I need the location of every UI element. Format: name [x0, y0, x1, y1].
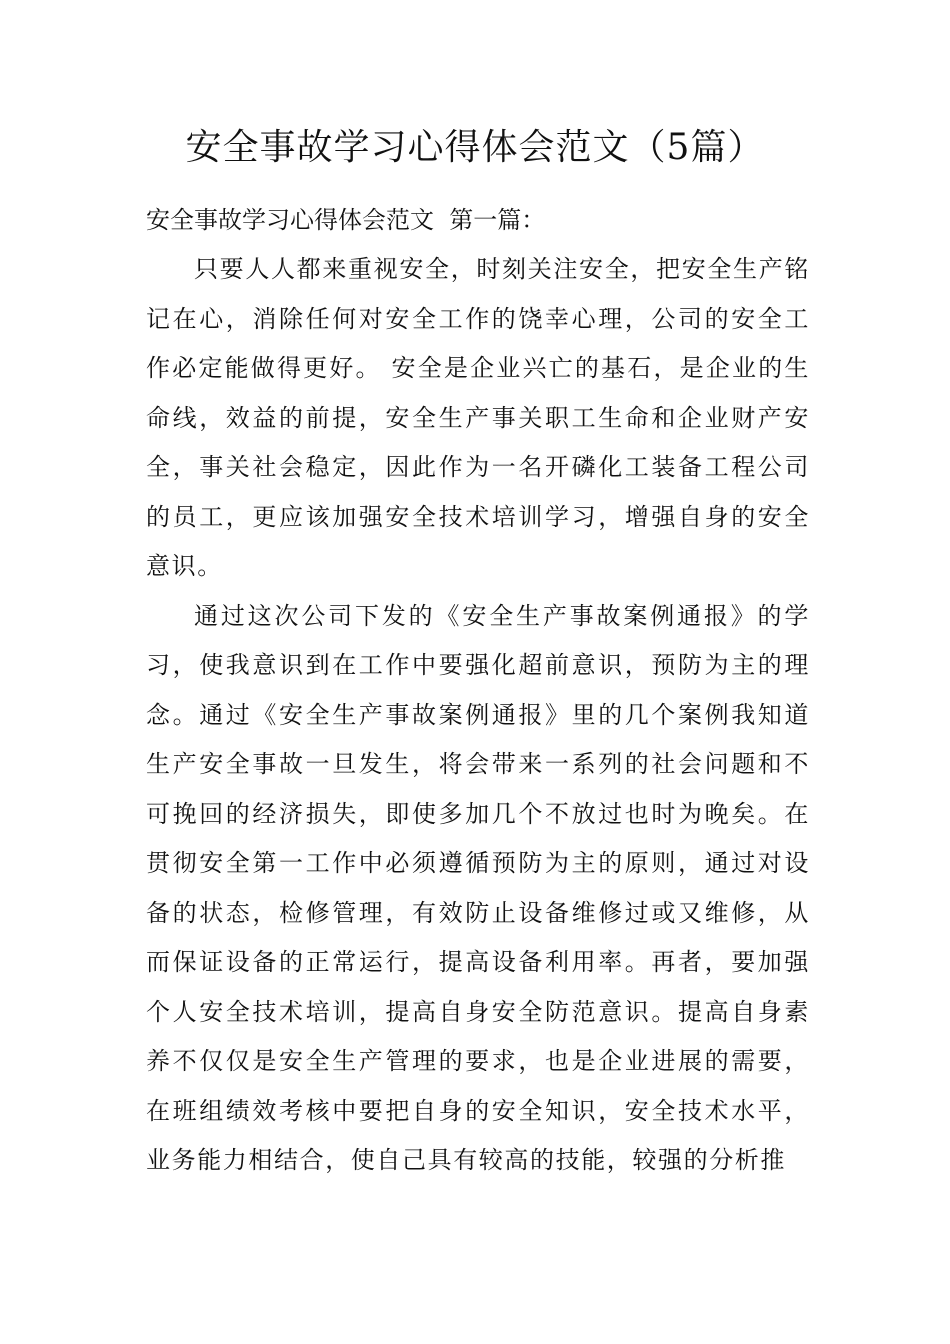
paragraph-2: 通过这次公司下发的《安全生产事故案例通报》的学习，使我意识到在工作中要强化超前意识，预防为主的理念。通过《安全生产事故案例通报》里的几个案例我知道生产安全事故一旦发生，将会带来一系列的社会问题和不可挽回的经济损失，即使多加几个不放过也时为晚矣。在贯彻安全第一工作中必须遵循预防为主的原则，通过对设备的状态，检修管理，有效防止设备维修过或又维修，从而保证设备的正常运行，提高设备利用率。再者，要加强个人安全技术培训，提高自身安全防范意识。提高自身素养不仅仅是安全生产管理的要求，也是企业进展的需要，在班组绩效考核中要把自身的安全知识，安全技术水平，业务能力相结合，使自己具有较高的技能，较强的分析推 [146, 601, 810, 1174]
document-body [146, 196, 810, 1186]
section-heading: 安全事故学习心得体会范文 第一篇： [146, 206, 546, 234]
document-title: 安全事故学习心得体会范文（5篇） [185, 127, 765, 168]
paragraph-1: 只要人人都来重视安全，时刻关注安全，把安全生产铭记在心，消除任何对安全工作的饶幸心理，公司的安全工作必定能做得更好。 安全是企业兴亡的基石，是企业的生命线，效益的前提，安全生产事关职工生命和企业财产安全，事关社会稳定，因此作为一名开磷化工装备工程公司的员工，更应该加强安全技术培训学习，增强自身的安全意识。 [146, 255, 810, 580]
